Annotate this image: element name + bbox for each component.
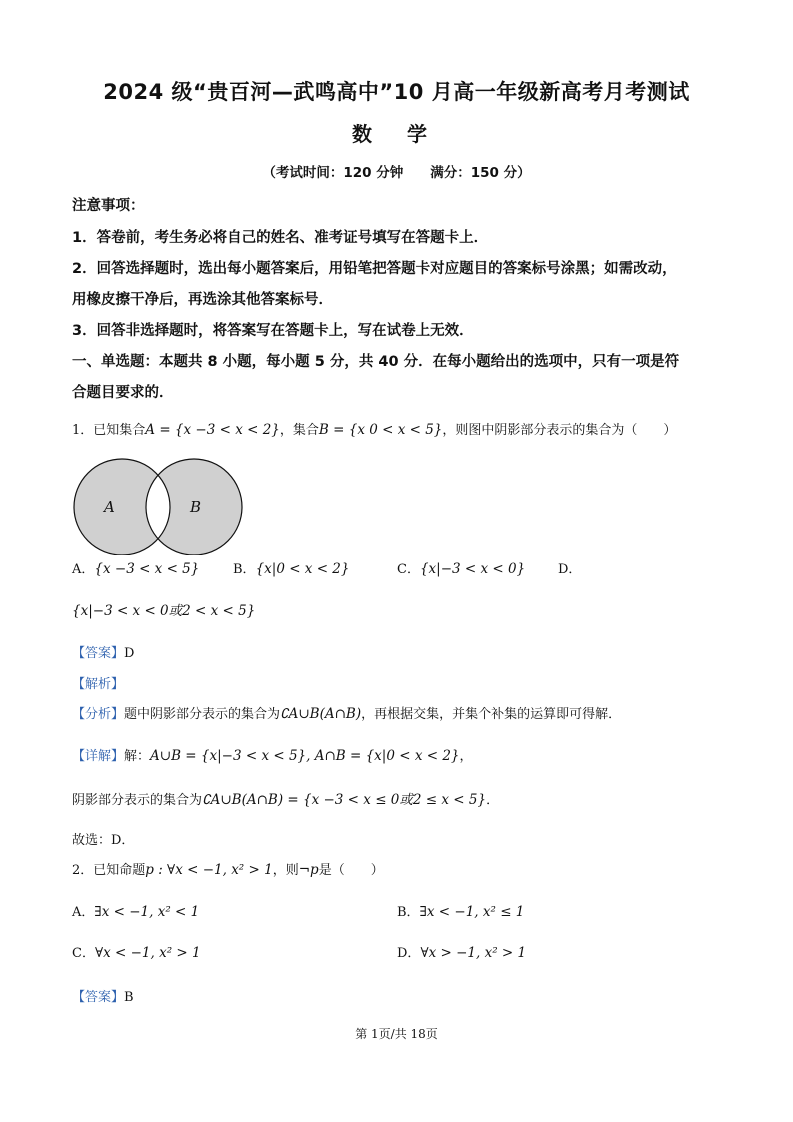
q2-suffix: 是（ ） xyxy=(318,863,384,878)
option-label: B． xyxy=(233,562,256,577)
fenxi-math: ∁A∪B(A∩B) xyxy=(280,706,362,722)
q1-choose: 故选：D． xyxy=(72,833,135,848)
shadow-text: 阴影部分表示的集合为 xyxy=(72,793,203,808)
option-math: ∃x < −1, x² ≤ 1 xyxy=(419,904,525,920)
q2-neg: ¬p xyxy=(298,862,319,878)
q2-answer xyxy=(72,986,134,1005)
q1-prefix: 1．已知集合 xyxy=(72,423,146,438)
notice-line-1: 1．答卷前，考生务必将自己的姓名、准考证号填写在答题卡上． xyxy=(72,230,489,246)
q2-option-d xyxy=(397,942,526,961)
fenxi-text-post: ，再根据交集，并集个补集的运算即可得解． xyxy=(361,707,622,722)
venn-label-b: B xyxy=(190,498,202,516)
q1-fenxi xyxy=(72,703,621,722)
q1-set-a: A = {x −3 < x < 2} xyxy=(145,422,280,438)
q1-answer xyxy=(72,642,134,661)
subject-title: 数 学 xyxy=(352,122,441,146)
option-label: B． xyxy=(397,905,420,920)
q2-option-c xyxy=(72,942,201,961)
page-title: 2024 级“贵百河—武鸣高中”10 月高一年级新高考月考测试 xyxy=(103,80,690,104)
q2-prefix: 2．已知命题 xyxy=(72,863,146,878)
shadow-text-post: ． xyxy=(486,793,500,808)
option-math: ∃x < −1, x² < 1 xyxy=(94,904,200,920)
option-label: A． xyxy=(72,562,95,577)
option-label: A． xyxy=(72,905,95,920)
q1-set-b: B = {x 0 < x < 5} xyxy=(318,422,443,438)
q1-option-b xyxy=(233,558,349,577)
detail-tag: 【详解】 xyxy=(72,749,125,764)
section-heading-a: 一、单选题：本题共 8 小题，每小题 5 分，共 40 分．在每小题给出的选项中，只有一项是符 xyxy=(72,354,680,370)
detail-text: 解： xyxy=(124,749,151,764)
q2-option-a xyxy=(72,901,199,920)
notice-heading: 注意事项： xyxy=(72,198,145,214)
option-label: D． xyxy=(397,946,421,961)
q1-shadow xyxy=(72,788,499,808)
fenxi-tag: 【分析】 xyxy=(72,707,125,722)
q1-option-a xyxy=(72,558,199,577)
notice-line-2a: 2．回答选择题时，选出每小题答案后，用铅笔把答题卡对应题目的答案标号涂黑；如需改动， xyxy=(72,261,677,277)
q1-analysis xyxy=(72,673,124,692)
option-math: ∀x < −1, x² > 1 xyxy=(94,945,201,961)
option-label: C． xyxy=(397,562,420,577)
option-math: ∀x > −1, x² > 1 xyxy=(420,945,527,961)
q2-stem xyxy=(72,859,384,878)
answer-tag: 【答案】 xyxy=(72,646,125,661)
q1-detail xyxy=(72,745,473,764)
option-label: C． xyxy=(72,946,95,961)
answer-tag: 【答案】 xyxy=(72,990,125,1005)
detail-text-post: ， xyxy=(459,749,473,764)
q1-stem xyxy=(72,419,676,438)
section-heading-b: 合题目要求的． xyxy=(72,385,174,401)
q1-option-c xyxy=(397,558,525,577)
detail-math: A∪B = {x|−3 < x < 5}, A∩B = {x|0 < x < 2} xyxy=(150,748,460,764)
venn-diagram xyxy=(70,445,250,555)
page-number: 第 1页/共 18页 xyxy=(355,1027,438,1041)
option-math: {x|0 < x < 2} xyxy=(255,561,350,577)
q1-suffix: ，则图中阴影部分表示的集合为（ ） xyxy=(442,423,677,438)
notice-line-3: 3．回答非选择题时，将答案写在答题卡上，写在试卷上无效． xyxy=(72,323,474,339)
q2-prop: p : ∀x < −1, x² > 1 xyxy=(145,862,273,878)
answer-value: B xyxy=(124,990,134,1005)
q1-option-d-label: D． xyxy=(558,562,582,577)
exam-info: （考试时间：120 分钟 满分：150 分） xyxy=(262,165,531,181)
shadow-math: ∁A∪B(A∩B) = {x −3 < x ≤ 0或2 ≤ x < 5} xyxy=(202,792,487,808)
fenxi-text: 题中阴影部分表示的集合为 xyxy=(124,707,281,722)
q1-option-d: {x|−3 < x < 0或2 < x < 5} xyxy=(72,603,256,619)
option-math: {x|−3 < x < 0} xyxy=(419,561,526,577)
q2-mid: ，则 xyxy=(272,863,299,878)
answer-value: D xyxy=(124,646,135,661)
analysis-tag: 【解析】 xyxy=(72,677,125,692)
q1-mid: ，集合 xyxy=(279,423,319,438)
notice-line-2b: 用橡皮擦干净后，再选涂其他答案标号． xyxy=(72,292,333,308)
option-math: {x −3 < x < 5} xyxy=(94,561,200,577)
q2-option-b xyxy=(397,901,524,920)
venn-label-a: A xyxy=(104,498,115,516)
